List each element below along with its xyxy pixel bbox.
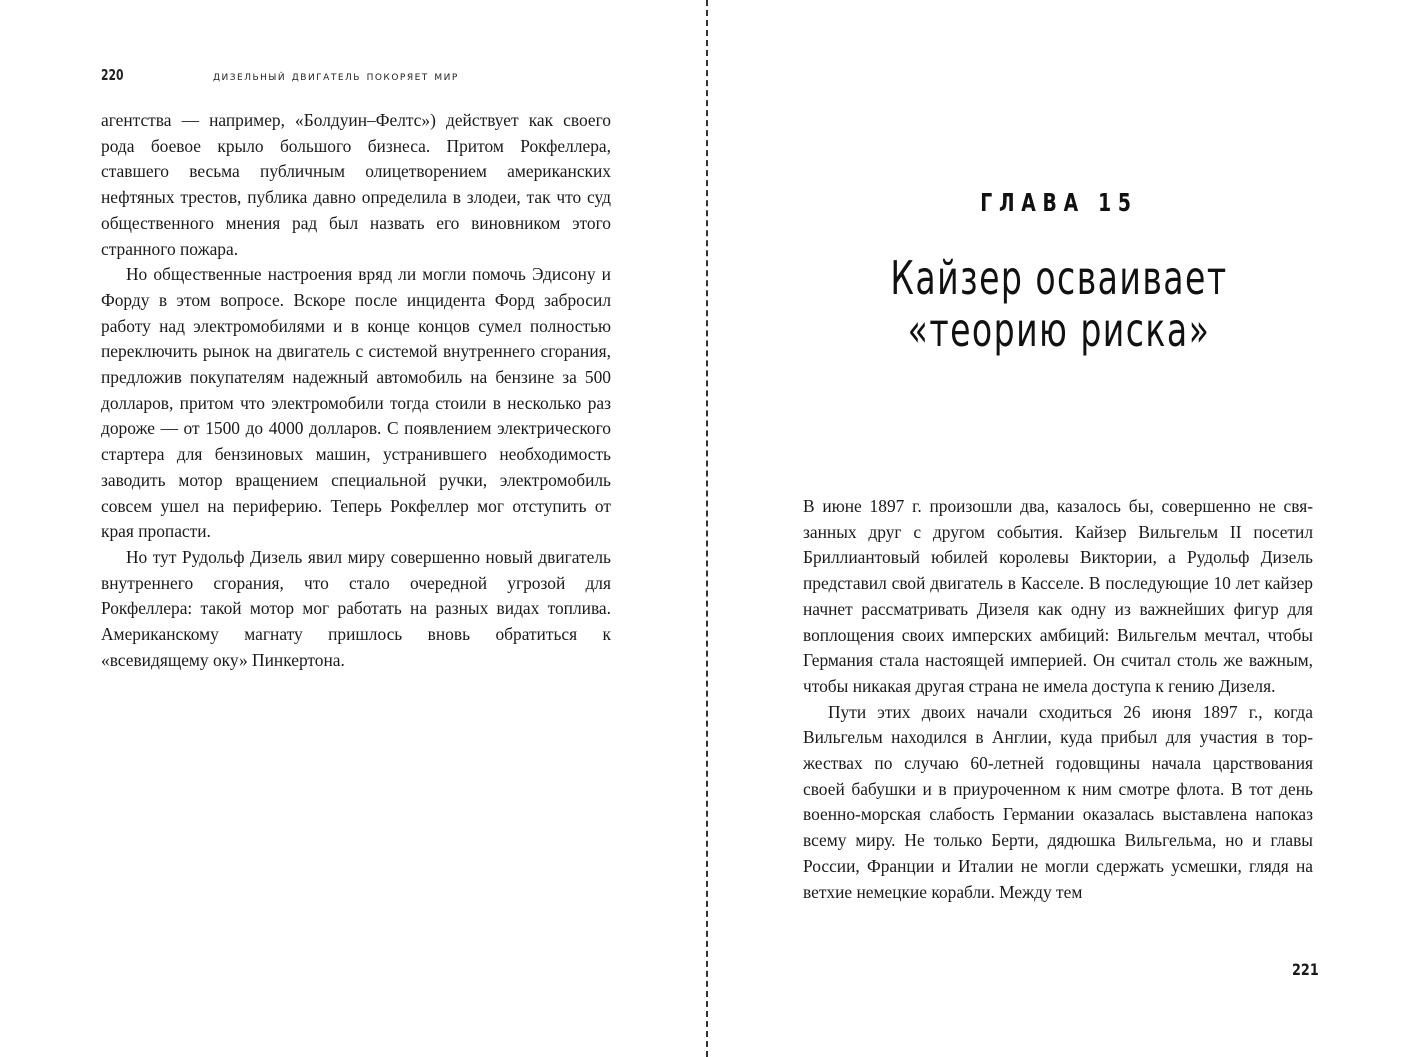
- page-number-right: 221: [1292, 960, 1319, 979]
- chapter-title-line: «теорию риска»: [907, 303, 1211, 357]
- running-head-title: дизельный двигатель покоряет мир: [213, 69, 459, 84]
- running-head: [101, 66, 611, 84]
- paragraph: Пути этих двоих начали сходиться 26 июня 1897 г., когда Вильгельм находился в Англии, куда прибыл для участия в торжествах по случаю 60-летней годовщины начала царствования своей бабушки и в приуроченном к ним смотре флота. В тот день военно-морская слабость Германии оказалась выставлена напоказ всему миру. Не только Берти, дядюшка Вильгельма, но и главы России, Франции и Италии не могли сдержать усмешки, глядя на ветхие немецкие корабли. Между тем: [803, 701, 1313, 902]
- paragraph: В июне 1897 г. произошли два, казалось бы, совершенно не связанных друг с другом события. Кайзер Вильгельм II посетил Бриллиантовый юбилей королевы Виктории, а Рудольф Дизель представил свой двигатель в Касселе. В последующие 10 лет кайзер начнет рассматривать Дизеля как одну из важнейших фигур для воплощения своих имперских амбиций: Вильгельм мечтал, чтобы Германия стала настоящей империей. Он считал столь же важным, чтобы никакая другая страна не имела доступа к гению Дизеля.: [803, 496, 1313, 696]
- chapter-title: [806, 252, 1311, 356]
- right-page: [708, 0, 1410, 1057]
- paragraph: агентства — например, «Болдуин–Фелтс») действует как своего рода боевое крыло большого бизнеса. Притом Рокфеллера, ставшего весьма публичным олицетворением американских нефтяных трестов, публика давно определила в злодеи, так что суд общественного мнения рад был назвать его виновником этого странного пожара.: [101, 110, 611, 259]
- paragraph: Но общественные настроения вряд ли могли помочь Эдисону и Форду в этом вопросе. Вскоре после инцидента Форд забросил работу над электромобилями и в конце концов сумел полностью переключить рынок на двигатель с системой внутреннего сгорания, предложив покупателям надежный автомобиль на бензине за 500 долларов, притом что электромобили тогда стоили в несколько раз дороже — от 1500 до 4000 долларов. С появлением электрического стартера для бензиновых машин, устранившего необходимость заводить мотор вращением специальной ручки, электромобиль совсем ушел на периферию. Теперь Рокфеллер мог отступить от края пропасти.: [101, 264, 611, 542]
- right-body-text: [803, 494, 1313, 905]
- chapter-label: ГЛАВА 15: [980, 188, 1138, 217]
- left-body-text: [101, 108, 611, 673]
- page-number-left: 220: [101, 66, 124, 84]
- chapter-title-line: Кайзер осваивает: [890, 251, 1228, 305]
- paragraph: Но тут Рудольф Дизель явил миру совершенно новый двигатель внутреннего сгорания, что стало очередной угрозой для Рокфеллера: такой мотор мог работать на разных видах топлива. Американскому магнату пришлось вновь обратиться к «всевидящему оку» Пинкертона.: [101, 546, 611, 670]
